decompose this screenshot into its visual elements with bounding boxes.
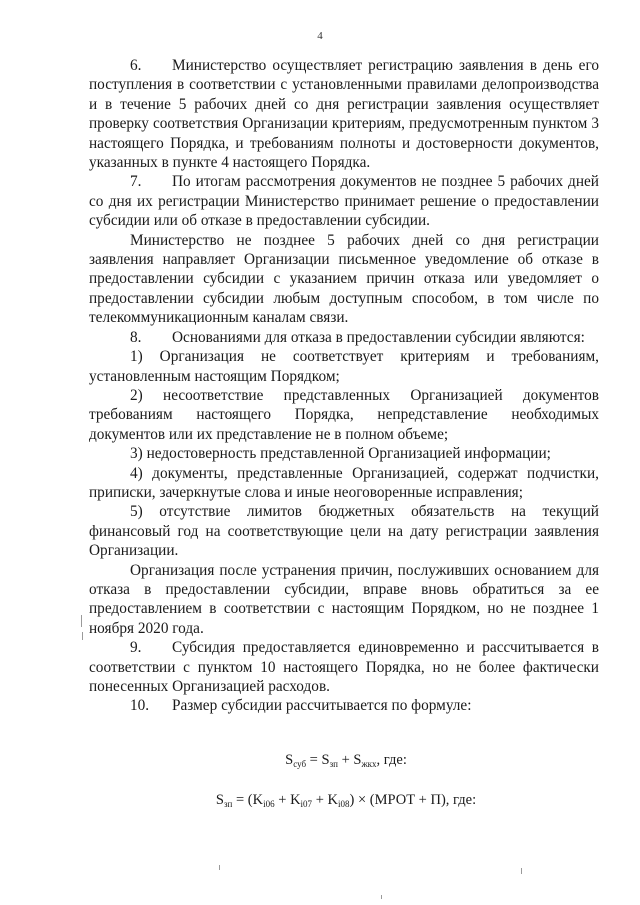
paragraph-number: 6. (130, 57, 142, 74)
scan-artifact (521, 868, 522, 874)
formula-subscript: i06 (263, 799, 275, 809)
list-item-2: 2) несоответствие представленных Организацией документов требованиям настоящего Порядка, непредставление необходимых документов или их представление не в полном объеме; (89, 386, 599, 443)
formula-operator: + (312, 792, 328, 808)
paragraph-8 (89, 328, 599, 347)
formula-operator: = ( (232, 792, 253, 808)
paragraph-6 (89, 56, 599, 172)
formula-operator: + (274, 792, 291, 808)
formula-symbol: S (285, 752, 294, 768)
scan-artifact (81, 615, 82, 627)
paragraph-7-notice: Министерство не позднее 5 рабочих дней со дня регистрации заявления направляет Организации письменное уведомление об отказе в предоставлении субсидии с указанием причин отказа или уведомляет о предоставлении субсидии любым доступным способом, в том числе по телекоммуникационным каналам связи. (89, 231, 599, 327)
formula-symbol: S (215, 792, 224, 808)
paragraph-text: По итогам рассмотрения документов не позднее 5 рабочих дней со дня их регистрации Министерство принимает решение о предоставлении субсидии или об отказе в предоставлении субсидии. (89, 173, 599, 230)
formula-wage-subsidy (26, 792, 640, 809)
formula-symbol: S (353, 752, 362, 768)
scan-artifact (82, 632, 83, 640)
formula-subscript: зп (329, 759, 338, 769)
scan-artifact (381, 895, 382, 899)
paragraph-10 (89, 696, 599, 715)
list-item-3: 3) недостоверность представленной Организацией информации; (130, 445, 551, 463)
paragraph-number: 8. (130, 328, 142, 346)
document-body (89, 56, 599, 716)
formula-tail: , где: (376, 752, 407, 768)
formula-operator: = (306, 752, 322, 768)
paragraph-9 (89, 638, 599, 696)
paragraph-number: 9. (130, 639, 142, 657)
paragraph-number: 10. (130, 697, 150, 715)
formula-symbol: K (327, 792, 338, 808)
scan-artifact (219, 865, 220, 870)
paragraph-number: 7. (130, 173, 142, 191)
paragraph-text: Размер субсидии рассчитывается по формуле: (172, 697, 472, 715)
paragraph-text: Основаниями для отказа в предоставлении субсидии являются: (172, 328, 585, 346)
formula-subscript: жкх (361, 759, 377, 769)
list-item-1: 1) Организация не соответствует критериям и требованиям, установленным настоящим Порядком; (89, 348, 599, 385)
formula-subscript: i07 (300, 799, 313, 809)
paragraph-text: Министерство осуществляет регистрацию заявления в день его поступления в соответствии с установленными правилами делопроизводства и в течение 5 рабочих дней со дня регистрации заявления осуществляет проверку соответствия Организации критериям, предусмотренным пунктом 3 настоящего Порядка, и требованиям полноты и достоверности документов, указанных в пункте 4 настоящего Порядка. (89, 57, 599, 172)
formula-symbol: K (290, 792, 301, 808)
list-item-5: 5) отсутствие лимитов бюджетных обязательств на текущий финансовый год на соответствующие цели на дату регистрации заявления Организации. (89, 503, 599, 560)
formula-subscript: суб (293, 759, 307, 769)
page-number: 4 (317, 30, 323, 42)
formula-subscript: i08 (337, 799, 350, 809)
formula-symbol: K (252, 792, 264, 808)
paragraph-text: Субсидия предоставляется единовременно и рассчитывается в соответствии с пунктом 10 настоящего Порядка, но не более фактически понесенных Организацией расходов. (89, 639, 599, 695)
formula-subscript: зп (223, 799, 233, 809)
formula-subsidy-total (26, 752, 640, 769)
formula-symbol: S (321, 752, 330, 768)
formula-tail: ) × (МРОТ + П), где: (349, 792, 477, 808)
paragraph-7 (89, 172, 599, 230)
formula-operator: + (337, 752, 354, 768)
list-item-4: 4) документы, представленные Организацией, содержат подчистки, приписки, зачеркнутые слова и иные неоговоренные исправления; (89, 464, 599, 501)
paragraph-8-reapply: Организация после устранения причин, послуживших основанием для отказа в предоставлении субсидии, вправе вновь обратиться за ее предоставлением в соответствии с настоящим Порядком, но не позднее 1 ноября 2020 года. (89, 561, 599, 637)
